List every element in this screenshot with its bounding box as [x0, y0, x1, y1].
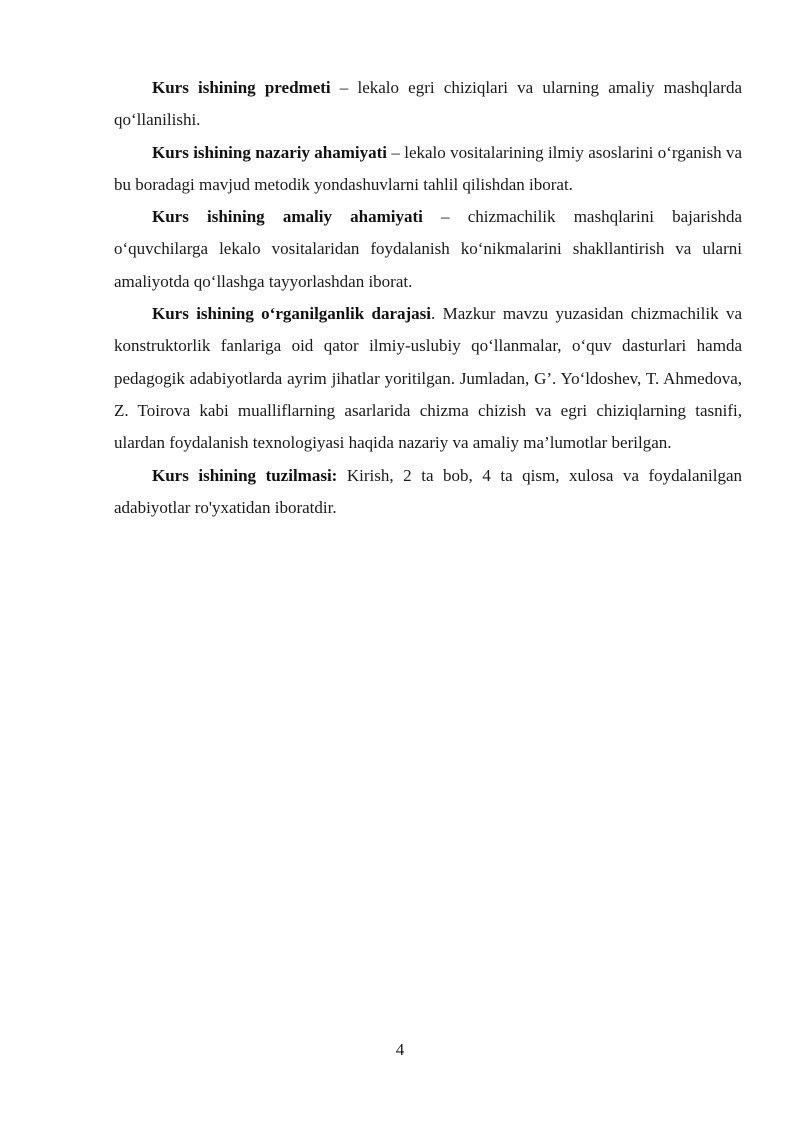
document-body — [114, 72, 742, 524]
paragraph-text: – lekalo vositalarining ilmiy asoslarini o‘rganish va bu boradagi mavjud metodik yondashuvlarni tahlil qilishdan iborat. — [114, 142, 742, 194]
paragraph-heading: Kurs ishining amaliy ahamiyati — [152, 207, 423, 227]
paragraph-structure — [114, 460, 742, 525]
page-number: 4 — [395, 1040, 405, 1059]
paragraph-text: – chizmachilik mashqlarini bajarishda o‘quvchilarga lekalo vositalaridan foydalanish ko‘nikmalarini shakllantirish va ularni amaliyotda qo‘llashga tayyorlashdan iborat. — [114, 207, 742, 291]
paragraph-heading: Kurs ishining predmeti — [152, 78, 331, 97]
paragraph-practical-importance — [114, 201, 742, 298]
paragraph-theoretical-importance — [114, 137, 742, 202]
paragraph-text: Kirish, 2 ta bob, 4 ta qism, xulosa va foydalanilgan adabiyotlar ro'yxatidan iboratdir. — [114, 465, 742, 517]
paragraph-research-level — [114, 298, 742, 459]
paragraph-text: . Mazkur mavzu yuzasidan chizmachilik va konstruktorlik fanlariga oid qator ilmiy-uslubiy qo‘llanmalar, o‘quv dasturlari hamda pedagogik adabiyotlarda ayrim jihatlar yoritilgan. Jumladan, G’. Yo‘ldoshev, T. Ahmedova, Z. Toirova kabi mualliflarning asarlarida chizma chizish va egri chiziqlarning tasnifi, ulardan foydalanish texnologiyasi haqida nazariy va amaliy ma’lumotlar berilgan. — [114, 304, 742, 453]
paragraph-heading: Kurs ishining tuzilmasi: — [152, 465, 338, 485]
paragraph-heading: Kurs ishining nazariy ahamiyati — [152, 142, 388, 162]
paragraph-subject — [114, 72, 742, 137]
paragraph-text: – lekalo egri chiziqlari va ularning amaliy mashqlarda qo‘llanilishi. — [114, 78, 742, 130]
paragraph-heading: Kurs ishining o‘rganilganlik darajasi — [152, 304, 431, 324]
